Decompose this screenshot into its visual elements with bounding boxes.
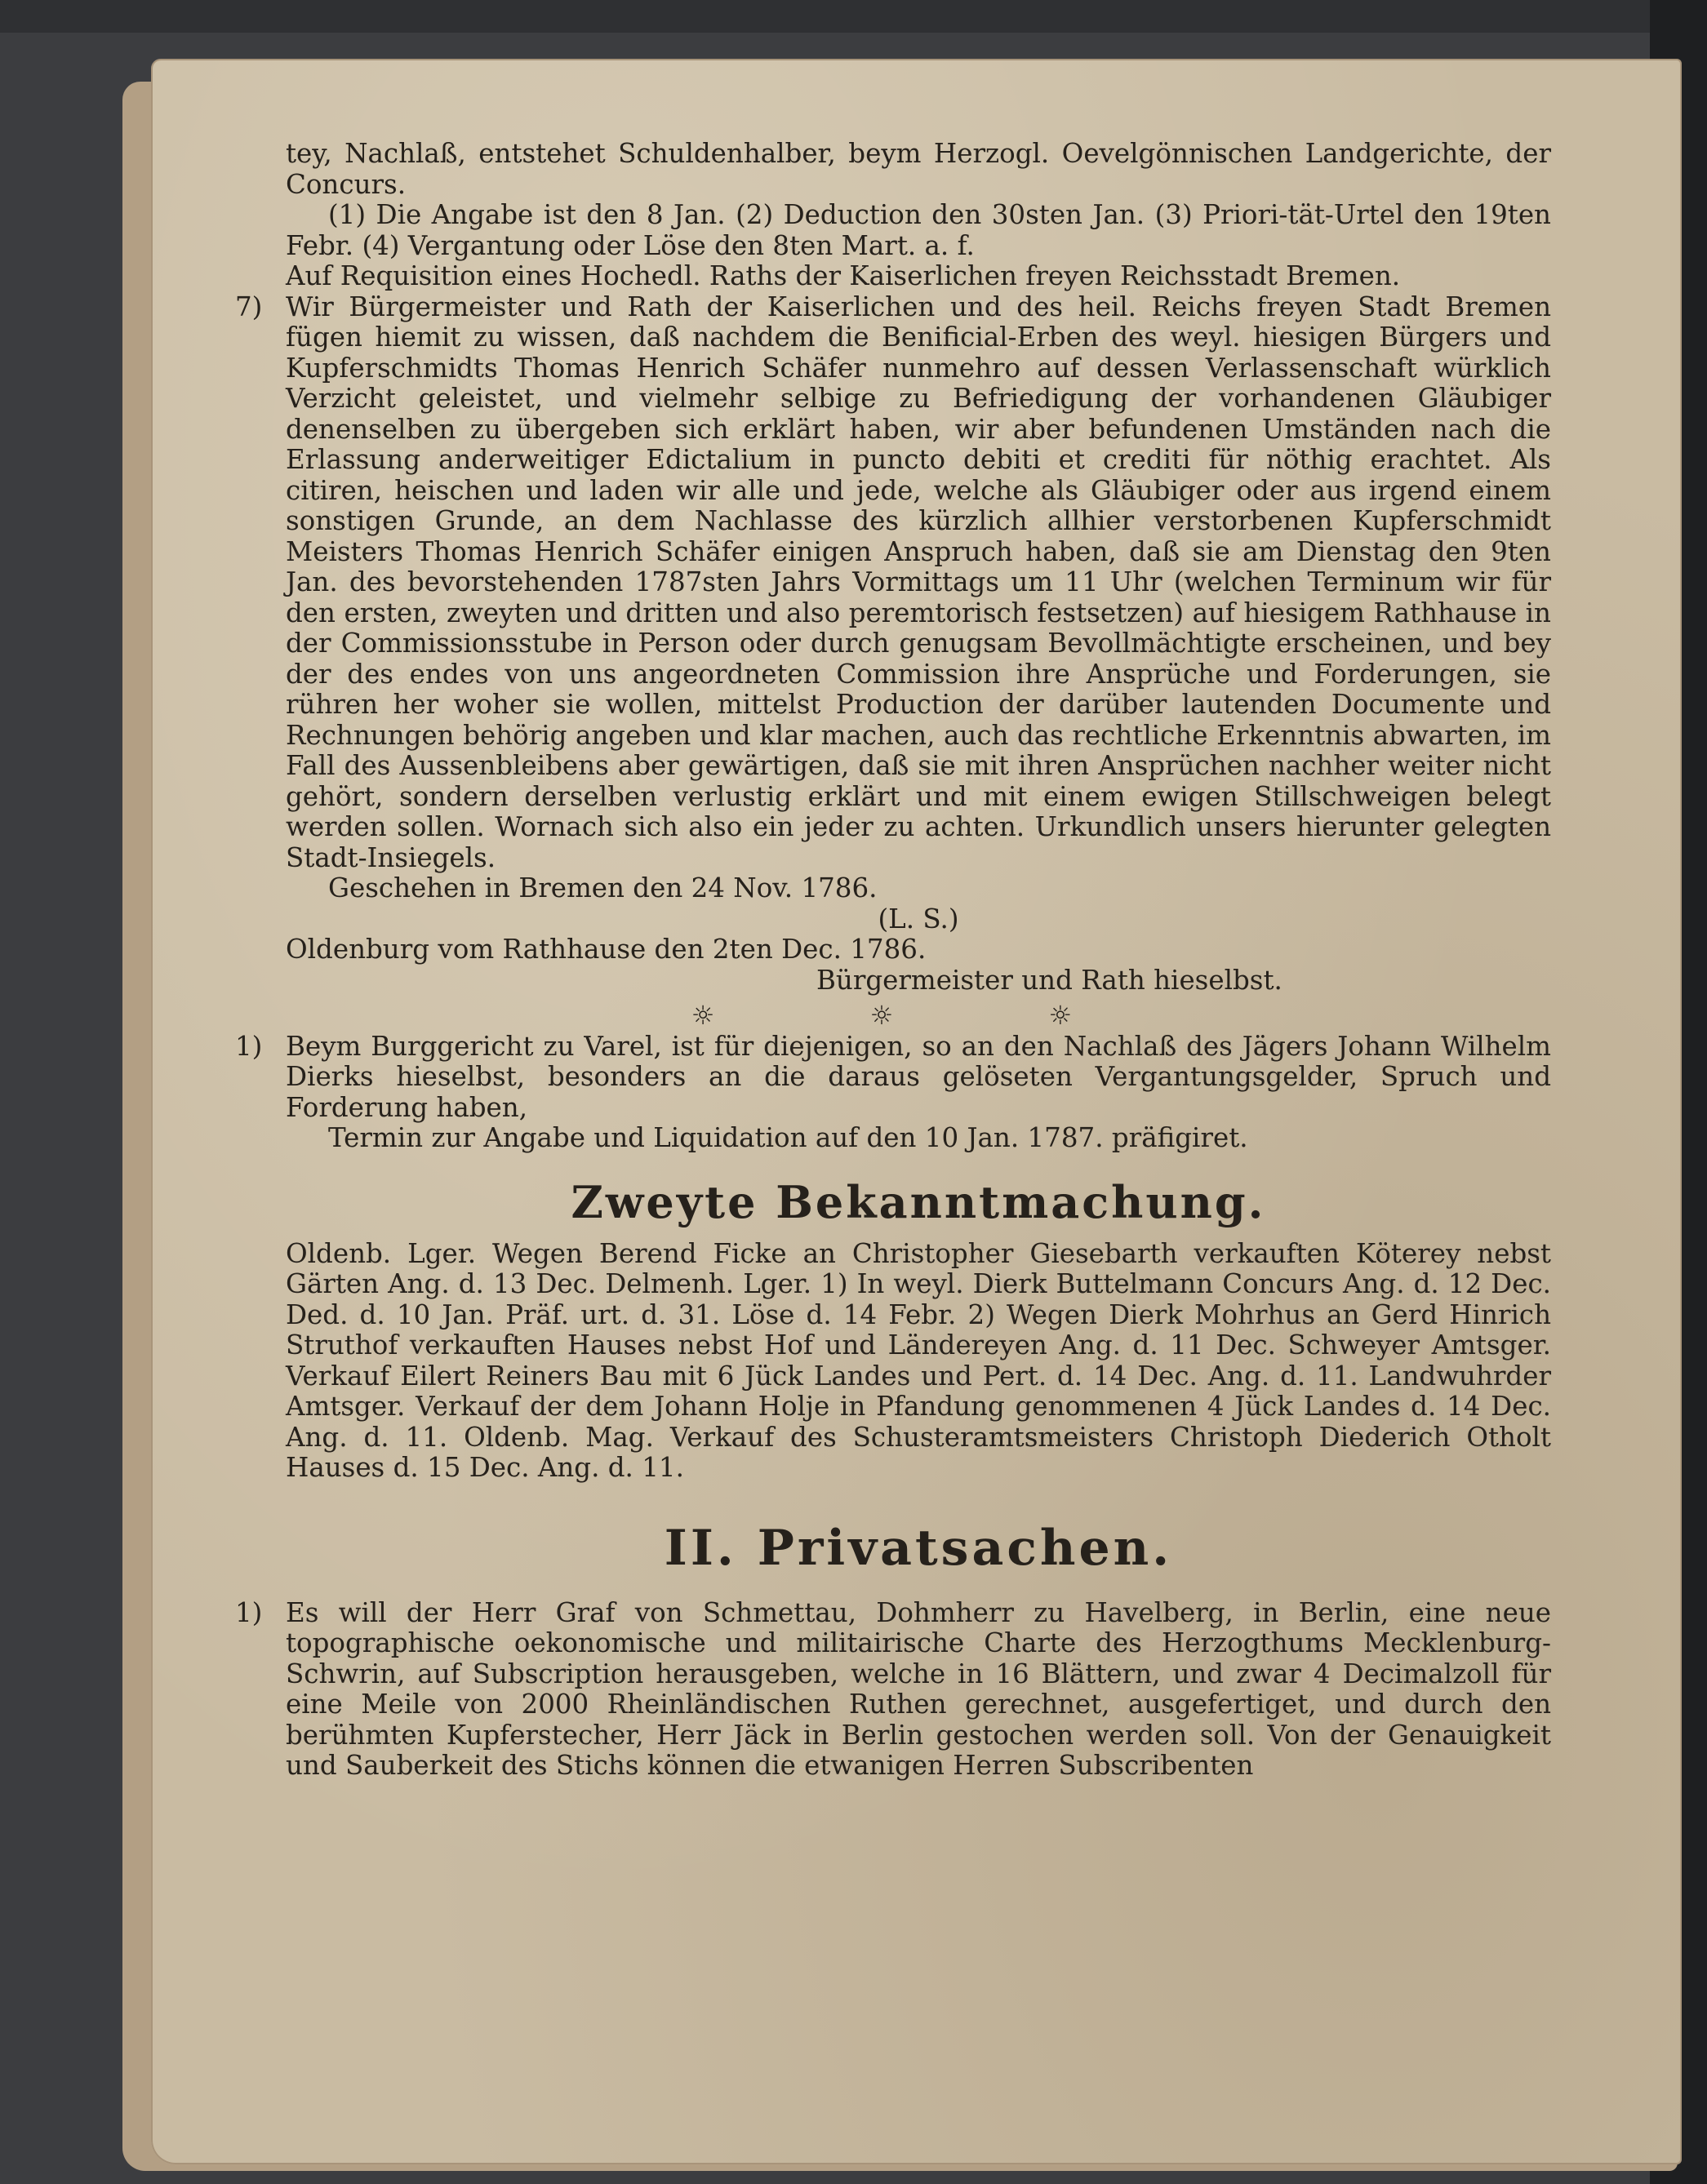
scan-background-top	[0, 0, 1707, 33]
item-7-signature: Bürgermeister und Rath hieselbst.	[816, 964, 1282, 996]
second-announcement-text: Oldenb. Lger. Wegen Berend Ficke an Christopher Giesebarth verkauften Köterey nebst Gärten Ang. d. 13 Dec. Delmenh. Lger. 1) In weyl. Dierk Buttelmann Concurs Ang. d. 12 Dec. Ded. d. 10 Jan. Präf. urt. d. 31. Löse d. 14 Febr. 2) Wegen Dierk Mohrhus an Gerd Hinrich Struthof verkauften Hauses nebst Hof und Ländereyen Ang. d. 11 Dec. Schweyer Amtsger. Verkauf Eilert Reiners Bau mit 6 Jück Landes und Pert. d. 14 Dec. Ang. d. 11. Landwuhrder Amtsger. Verkauf der dem Johann Holje in Pfandung genommenen 4 Jück Landes d. 14 Dec. Ang. d. 11. Oldenb. Mag. Verkauf des Schusteramtsmeisters Christoph Diederich Otholt Hauses d. 15 Dec. Ang. d. 11.	[286, 1237, 1551, 1483]
intro-line-3: Auf Requisition eines Hochedl. Raths der Kaiserlichen freyen Reichsstadt Bremen.	[286, 260, 1401, 291]
heading-second-announcement: Zweyte Bekanntmachung.	[571, 1175, 1266, 1228]
item-7-text: Wir Bürgermeister und Rath der Kaiserlichen und des heil. Reichs freyen Stadt Bremen fügen hiemit zu wissen, daß nachdem die Benificial-Erben des weyl. hiesigen Bürgers und Kupferschmidts Thomas Henrich Schäfer nunmehro auf dessen Verlassenschaft würklich Verzicht geleistet, und vielmehr selbige zu Befriedigung der vorhandenen Gläubiger denenselben zu übergeben sich erklärt haben, wir aber befundenen Umständen nach die Erlassung anderweitiger Edictalium in puncto debiti et crediti für nöthig erachtet. Als citiren, heischen und laden wir alle und jede, welche als Gläubiger oder aus irgend einem sonstigen Grunde, an dem Nachlasse des kürzlich allhier verstorbenen Kupferschmidt Meisters Thomas Henrich Schäfer einigen Anspruch haben, daß sie am Dienstag den 9ten Jan. des bevorstehenden 1787sten Jahrs Vormittags um 11 Uhr (welchen Terminum wir für den ersten, zweyten und dritten und also peremtorisch festsetzen) auf hiesigem Rathhause in der Commissionsstube in Person oder durch genugsam Bevollmächtigte erscheinen, und bey der des endes von uns angeordneten Commission ihre Ansprüche und Forderungen, sie rühren her woher sie wollen, mittelst Production der darüber lautenden Documente und Rechnungen behörig angeben und klar machen, auch das rechtliche Erkenntnis abwarten, im Fall des Aussenbleibens aber gewärtigen, daß sie mit ihren Ansprüchen nachher weiter nicht gehört, sondern derselben verlustig erklärt und mit einem ewigen Stillschweigen belegt werden sollen. Wornach sich also ein jeder zu achten. Urkundlich unsers hierunter gelegten Stadt-Insiegels.	[286, 291, 1551, 873]
intro-line-2: (1) Die Angabe ist den 8 Jan. (2) Deduction den 30sten Jan. (3) Priori-tät-Urtel den 19ten Febr. (4) Vergantung oder Löse den 8ten Mart. a. f.	[286, 199, 1551, 261]
section-divider-stars: ☼ ☼ ☼	[691, 1000, 1146, 1031]
private-item-1-text: Es will der Herr Graf von Schmettau, Dohmherr zu Havelberg, in Berlin, eine neue topographische oekonomische und militairische Charte des Herzogthums Mecklenburg-Schwrin, auf Subscription herausgeben, welche in 16 Blättern, und zwar 4 Decimalzoll für eine Meile von 2000 Rheinländischen Ruthen gerechnet, ausgefertiget, und durch den berühmten Kupferstecher, Herr Jäck in Berlin gestochen werden soll. Von der Genauigkeit und Sauberkeit des Stichs können die etwanigen Herren Subscribenten	[286, 1596, 1551, 1781]
private-item-1	[235, 1596, 1551, 1782]
item-7-seal: (L. S.)	[878, 903, 959, 934]
heading-private-matters: II. Privatsachen.	[664, 1519, 1173, 1577]
item-1	[235, 1030, 1551, 1124]
page-text-block	[235, 138, 1551, 1782]
item-1-term: Termin zur Angabe und Liquidation auf den 10 Jan. 1787. präfigiret.	[328, 1122, 1248, 1153]
private-item-1-number: 1)	[235, 1596, 263, 1628]
item-7-dateline: Oldenburg vom Rathhause den 2ten Dec. 1786.	[286, 934, 927, 965]
item-1-text: Beym Burggericht zu Varel, ist für diejenigen, so an den Nachlaß des Jägers Johann Wilhelm Dierks hieselbst, besonders an die daraus gelöseten Vergantungsgelder, Spruch und Forderung haben,	[286, 1030, 1551, 1123]
item-7	[235, 291, 1551, 874]
item-1-number: 1)	[235, 1030, 263, 1062]
item-7-number: 7)	[235, 291, 263, 322]
intro-line-1: tey, Nachlaß, entstehet Schuldenhalber, beym Herzogl. Oevelgönnischen Landgerichte, der Concurs.	[286, 138, 1551, 200]
item-7-given: Geschehen in Bremen den 24 Nov. 1786.	[328, 872, 878, 903]
